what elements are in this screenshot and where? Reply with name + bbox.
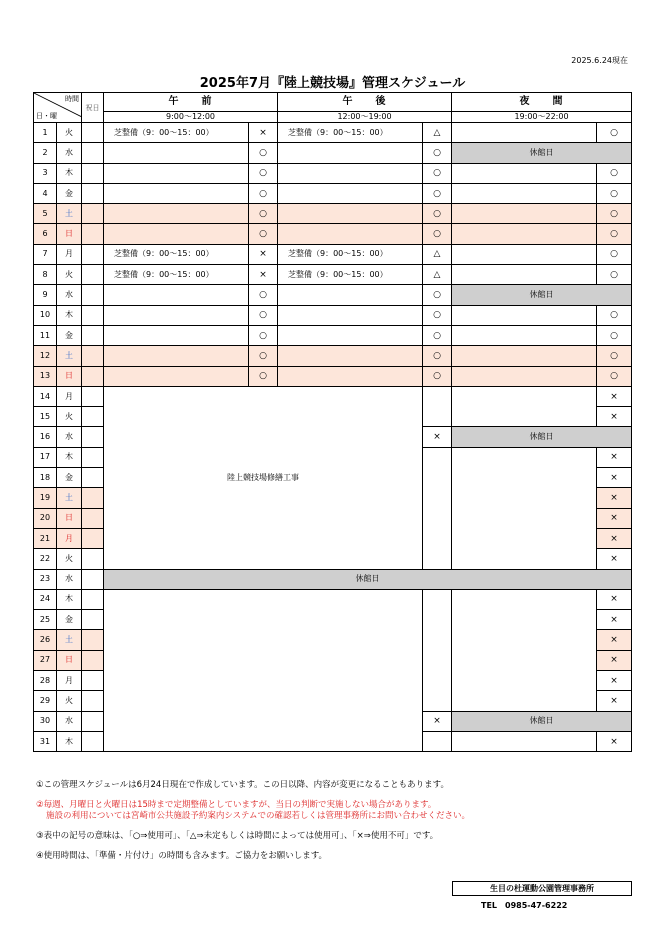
afternoon-mark: ○ bbox=[423, 183, 452, 203]
holiday-cell bbox=[82, 691, 104, 711]
morning-detail: 芝整備（9：00～15：00） bbox=[104, 265, 249, 285]
weekday: 月 bbox=[57, 671, 82, 691]
blank-cell bbox=[452, 447, 597, 569]
weekday: 金 bbox=[57, 468, 82, 488]
schedule-table bbox=[33, 92, 632, 752]
afternoon-mark: ○ bbox=[423, 163, 452, 183]
morning-detail bbox=[104, 224, 249, 244]
day-number: 10 bbox=[34, 305, 57, 325]
day-row bbox=[34, 163, 632, 183]
holiday-cell bbox=[82, 224, 104, 244]
afternoon-mark: ○ bbox=[423, 366, 452, 386]
afternoon-detail bbox=[278, 204, 423, 224]
closed-day-cell: 休館日 bbox=[104, 569, 632, 589]
blank-cell bbox=[423, 386, 452, 427]
day-number: 6 bbox=[34, 224, 57, 244]
morning-detail bbox=[104, 204, 249, 224]
weekday: 木 bbox=[57, 731, 82, 751]
morning-mark: ○ bbox=[249, 366, 278, 386]
holiday-cell bbox=[82, 366, 104, 386]
morning-detail: 芝整備（9：00～15：00） bbox=[104, 244, 249, 264]
day-number: 18 bbox=[34, 468, 57, 488]
blank-cell bbox=[452, 731, 597, 751]
note-1: ①この管理スケジュールは6月24日現在で作成しています。この日以降、内容が変更になることもあります。 bbox=[36, 780, 449, 790]
day-number: 20 bbox=[34, 508, 57, 528]
afternoon-mark: ○ bbox=[423, 325, 452, 345]
night-mark: × bbox=[597, 549, 632, 569]
morning-mark: ○ bbox=[249, 143, 278, 163]
night-detail bbox=[452, 204, 597, 224]
afternoon-detail bbox=[278, 143, 423, 163]
holiday-cell bbox=[82, 671, 104, 691]
weekday: 日 bbox=[57, 224, 82, 244]
night-mark: × bbox=[597, 528, 632, 548]
day-number: 31 bbox=[34, 731, 57, 751]
afternoon-mark: △ bbox=[423, 123, 452, 143]
night-mark: ○ bbox=[597, 163, 632, 183]
holiday-cell bbox=[82, 244, 104, 264]
note-2 bbox=[36, 800, 470, 822]
afternoon-mark: × bbox=[423, 427, 452, 447]
night-detail bbox=[452, 183, 597, 203]
night-mark: ○ bbox=[597, 325, 632, 345]
afternoon-detail bbox=[278, 224, 423, 244]
holiday-cell bbox=[82, 325, 104, 345]
repair-work-block: 陸上競技場修繕工事 bbox=[104, 386, 423, 569]
page-title: 2025年7月『陸上競技場』管理スケジュール bbox=[199, 76, 466, 91]
morning-detail bbox=[104, 305, 249, 325]
afternoon-mark: ○ bbox=[423, 143, 452, 163]
day-number: 28 bbox=[34, 671, 57, 691]
night-mark: × bbox=[597, 630, 632, 650]
day-number: 13 bbox=[34, 366, 57, 386]
afternoon-detail bbox=[278, 305, 423, 325]
holiday-cell bbox=[82, 630, 104, 650]
day-number: 27 bbox=[34, 650, 57, 670]
day-row bbox=[34, 569, 632, 589]
holiday-cell bbox=[82, 711, 104, 731]
day-row bbox=[34, 285, 632, 305]
blank-cell bbox=[423, 731, 452, 751]
weekday: 水 bbox=[57, 285, 82, 305]
weekday: 土 bbox=[57, 488, 82, 508]
blank-cell bbox=[452, 386, 597, 427]
night-mark: × bbox=[597, 407, 632, 427]
afternoon-mark: △ bbox=[423, 244, 452, 264]
weekday: 火 bbox=[57, 123, 82, 143]
holiday-cell bbox=[82, 305, 104, 325]
as-of-date: 2025.6.24現在 bbox=[571, 56, 628, 65]
holiday-cell bbox=[82, 468, 104, 488]
night-detail bbox=[452, 163, 597, 183]
day-row bbox=[34, 244, 632, 264]
holiday-cell bbox=[82, 528, 104, 548]
holiday-cell bbox=[82, 183, 104, 203]
header-afternoon: 午 後 bbox=[278, 93, 452, 112]
morning-mark: × bbox=[249, 244, 278, 264]
weekday: 火 bbox=[57, 691, 82, 711]
afternoon-detail bbox=[278, 366, 423, 386]
holiday-cell bbox=[82, 204, 104, 224]
night-mark: × bbox=[597, 589, 632, 609]
day-number: 15 bbox=[34, 407, 57, 427]
day-number: 1 bbox=[34, 123, 57, 143]
day-row bbox=[34, 183, 632, 203]
weekday: 土 bbox=[57, 630, 82, 650]
night-mark: ○ bbox=[597, 204, 632, 224]
night-mark: × bbox=[597, 468, 632, 488]
day-number: 25 bbox=[34, 610, 57, 630]
night-detail bbox=[452, 244, 597, 264]
day-row bbox=[34, 325, 632, 345]
holiday-cell bbox=[82, 386, 104, 406]
holiday-cell bbox=[82, 610, 104, 630]
morning-mark: ○ bbox=[249, 285, 278, 305]
weekday: 日 bbox=[57, 366, 82, 386]
header-afternoon-time: 12:00～19:00 bbox=[278, 112, 452, 123]
night-mark: × bbox=[597, 508, 632, 528]
morning-detail bbox=[104, 163, 249, 183]
weekday: 金 bbox=[57, 610, 82, 630]
weekday: 土 bbox=[57, 204, 82, 224]
night-mark: × bbox=[597, 488, 632, 508]
morning-mark: ○ bbox=[249, 325, 278, 345]
night-closed: 休館日 bbox=[452, 143, 632, 163]
day-number: 14 bbox=[34, 386, 57, 406]
night-mark: ○ bbox=[597, 123, 632, 143]
afternoon-mark: × bbox=[423, 711, 452, 731]
morning-detail: 芝整備（9：00～15：00） bbox=[104, 123, 249, 143]
weekday: 木 bbox=[57, 305, 82, 325]
morning-detail bbox=[104, 285, 249, 305]
holiday-cell bbox=[82, 285, 104, 305]
day-number: 23 bbox=[34, 569, 57, 589]
holiday-cell bbox=[82, 508, 104, 528]
holiday-cell bbox=[82, 407, 104, 427]
morning-mark: ○ bbox=[249, 204, 278, 224]
holiday-cell bbox=[82, 569, 104, 589]
day-number: 17 bbox=[34, 447, 57, 467]
holiday-cell bbox=[82, 163, 104, 183]
night-mark: × bbox=[597, 447, 632, 467]
notes bbox=[36, 780, 470, 871]
corner-header bbox=[34, 93, 82, 123]
night-mark: ○ bbox=[597, 183, 632, 203]
day-number: 12 bbox=[34, 346, 57, 366]
morning-mark: × bbox=[249, 265, 278, 285]
weekday: 月 bbox=[57, 244, 82, 264]
night-mark: ○ bbox=[597, 265, 632, 285]
morning-detail bbox=[104, 366, 249, 386]
morning-mark: ○ bbox=[249, 224, 278, 244]
night-mark: × bbox=[597, 610, 632, 630]
day-number: 3 bbox=[34, 163, 57, 183]
day-number: 22 bbox=[34, 549, 57, 569]
note-2-line-1: ②毎週、月曜日と火曜日は15時まで定期整備としていますが、当日の判断で実施しない場合があります。 bbox=[36, 800, 437, 810]
header-day-label: 日・曜 bbox=[36, 112, 57, 120]
holiday-cell bbox=[82, 549, 104, 569]
day-number: 5 bbox=[34, 204, 57, 224]
day-row bbox=[34, 204, 632, 224]
holiday-cell bbox=[82, 427, 104, 447]
day-row bbox=[34, 224, 632, 244]
morning-mark: × bbox=[249, 123, 278, 143]
header-time-label: 時間 bbox=[65, 95, 79, 103]
afternoon-mark: ○ bbox=[423, 305, 452, 325]
night-mark: ○ bbox=[597, 224, 632, 244]
afternoon-detail bbox=[278, 183, 423, 203]
night-detail bbox=[452, 366, 597, 386]
weekday: 木 bbox=[57, 589, 82, 609]
day-row bbox=[34, 265, 632, 285]
weekday: 日 bbox=[57, 508, 82, 528]
night-detail bbox=[452, 325, 597, 345]
header-row-1 bbox=[34, 93, 632, 112]
weekday: 水 bbox=[57, 143, 82, 163]
morning-detail bbox=[104, 346, 249, 366]
day-number: 16 bbox=[34, 427, 57, 447]
holiday-cell bbox=[82, 447, 104, 467]
weekday: 金 bbox=[57, 183, 82, 203]
weekday: 土 bbox=[57, 346, 82, 366]
holiday-cell bbox=[82, 346, 104, 366]
header-holiday: 祝日 bbox=[82, 93, 104, 123]
night-mark: ○ bbox=[597, 305, 632, 325]
blank-block bbox=[104, 589, 423, 751]
note-4: ④使用時間は、「準備・片付け」の時間も含みます。ご協力をお願いします。 bbox=[36, 851, 328, 861]
night-mark: ○ bbox=[597, 366, 632, 386]
day-row bbox=[34, 123, 632, 143]
night-detail bbox=[452, 123, 597, 143]
holiday-cell bbox=[82, 731, 104, 751]
weekday: 木 bbox=[57, 163, 82, 183]
night-mark: × bbox=[597, 386, 632, 406]
afternoon-detail bbox=[278, 325, 423, 345]
day-number: 7 bbox=[34, 244, 57, 264]
note-3: ③表中の記号の意味は、「○⇒使用可」、「△⇒未定もしくは時間によっては使用可」、「×⇒使用不可」です。 bbox=[36, 831, 439, 841]
afternoon-detail: 芝整備（9：00～15：00） bbox=[278, 123, 423, 143]
night-mark: ○ bbox=[597, 346, 632, 366]
office-name: 生目の杜運動公園管理事務所 bbox=[452, 881, 632, 896]
blank-cell bbox=[423, 589, 452, 711]
header-night: 夜 間 bbox=[452, 93, 632, 112]
night-mark: × bbox=[597, 731, 632, 751]
weekday: 金 bbox=[57, 325, 82, 345]
night-detail bbox=[452, 346, 597, 366]
weekday: 火 bbox=[57, 407, 82, 427]
day-number: 8 bbox=[34, 265, 57, 285]
note-2-line-2: 施設の利用については宮崎市公共施設予約案内システムでの確認若しくは管理事務所にお問い合わせください。 bbox=[46, 811, 470, 821]
afternoon-mark: ○ bbox=[423, 285, 452, 305]
afternoon-detail bbox=[278, 346, 423, 366]
night-closed: 休館日 bbox=[452, 427, 632, 447]
day-row bbox=[34, 346, 632, 366]
afternoon-mark: ○ bbox=[423, 204, 452, 224]
afternoon-mark: ○ bbox=[423, 346, 452, 366]
morning-detail bbox=[104, 143, 249, 163]
afternoon-detail bbox=[278, 285, 423, 305]
morning-mark: ○ bbox=[249, 163, 278, 183]
day-number: 24 bbox=[34, 589, 57, 609]
morning-mark: ○ bbox=[249, 183, 278, 203]
day-row bbox=[34, 386, 632, 406]
morning-mark: ○ bbox=[249, 305, 278, 325]
holiday-cell bbox=[82, 488, 104, 508]
holiday-cell bbox=[82, 650, 104, 670]
morning-detail bbox=[104, 325, 249, 345]
day-number: 9 bbox=[34, 285, 57, 305]
day-number: 30 bbox=[34, 711, 57, 731]
day-row bbox=[34, 589, 632, 609]
weekday: 火 bbox=[57, 549, 82, 569]
office-tel: TEL 0985-47-6222 bbox=[481, 901, 568, 910]
holiday-cell bbox=[82, 265, 104, 285]
weekday: 月 bbox=[57, 528, 82, 548]
weekday: 火 bbox=[57, 265, 82, 285]
night-closed: 休館日 bbox=[452, 285, 632, 305]
night-mark: × bbox=[597, 691, 632, 711]
header-row-2 bbox=[34, 112, 632, 123]
weekday: 月 bbox=[57, 386, 82, 406]
weekday: 水 bbox=[57, 711, 82, 731]
afternoon-mark: ○ bbox=[423, 224, 452, 244]
day-number: 2 bbox=[34, 143, 57, 163]
day-number: 26 bbox=[34, 630, 57, 650]
blank-cell bbox=[423, 447, 452, 569]
day-row bbox=[34, 366, 632, 386]
morning-mark: ○ bbox=[249, 346, 278, 366]
afternoon-detail bbox=[278, 163, 423, 183]
night-mark: × bbox=[597, 650, 632, 670]
day-number: 19 bbox=[34, 488, 57, 508]
night-closed: 休館日 bbox=[452, 711, 632, 731]
blank-cell bbox=[452, 589, 597, 711]
night-mark: ○ bbox=[597, 244, 632, 264]
night-mark: × bbox=[597, 671, 632, 691]
afternoon-detail: 芝整備（9：00～15：00） bbox=[278, 265, 423, 285]
weekday: 水 bbox=[57, 427, 82, 447]
night-detail bbox=[452, 265, 597, 285]
day-number: 29 bbox=[34, 691, 57, 711]
holiday-cell bbox=[82, 123, 104, 143]
holiday-cell bbox=[82, 589, 104, 609]
holiday-cell bbox=[82, 143, 104, 163]
afternoon-detail: 芝整備（9：00～15：00） bbox=[278, 244, 423, 264]
weekday: 木 bbox=[57, 447, 82, 467]
weekday: 日 bbox=[57, 650, 82, 670]
afternoon-mark: △ bbox=[423, 265, 452, 285]
day-number: 11 bbox=[34, 325, 57, 345]
weekday: 水 bbox=[57, 569, 82, 589]
header-morning-time: 9:00～12:00 bbox=[104, 112, 278, 123]
day-number: 21 bbox=[34, 528, 57, 548]
morning-detail bbox=[104, 183, 249, 203]
header-morning: 午 前 bbox=[104, 93, 278, 112]
night-detail bbox=[452, 224, 597, 244]
day-row bbox=[34, 305, 632, 325]
day-row bbox=[34, 143, 632, 163]
day-number: 4 bbox=[34, 183, 57, 203]
header-night-time: 19:00～22:00 bbox=[452, 112, 632, 123]
night-detail bbox=[452, 305, 597, 325]
